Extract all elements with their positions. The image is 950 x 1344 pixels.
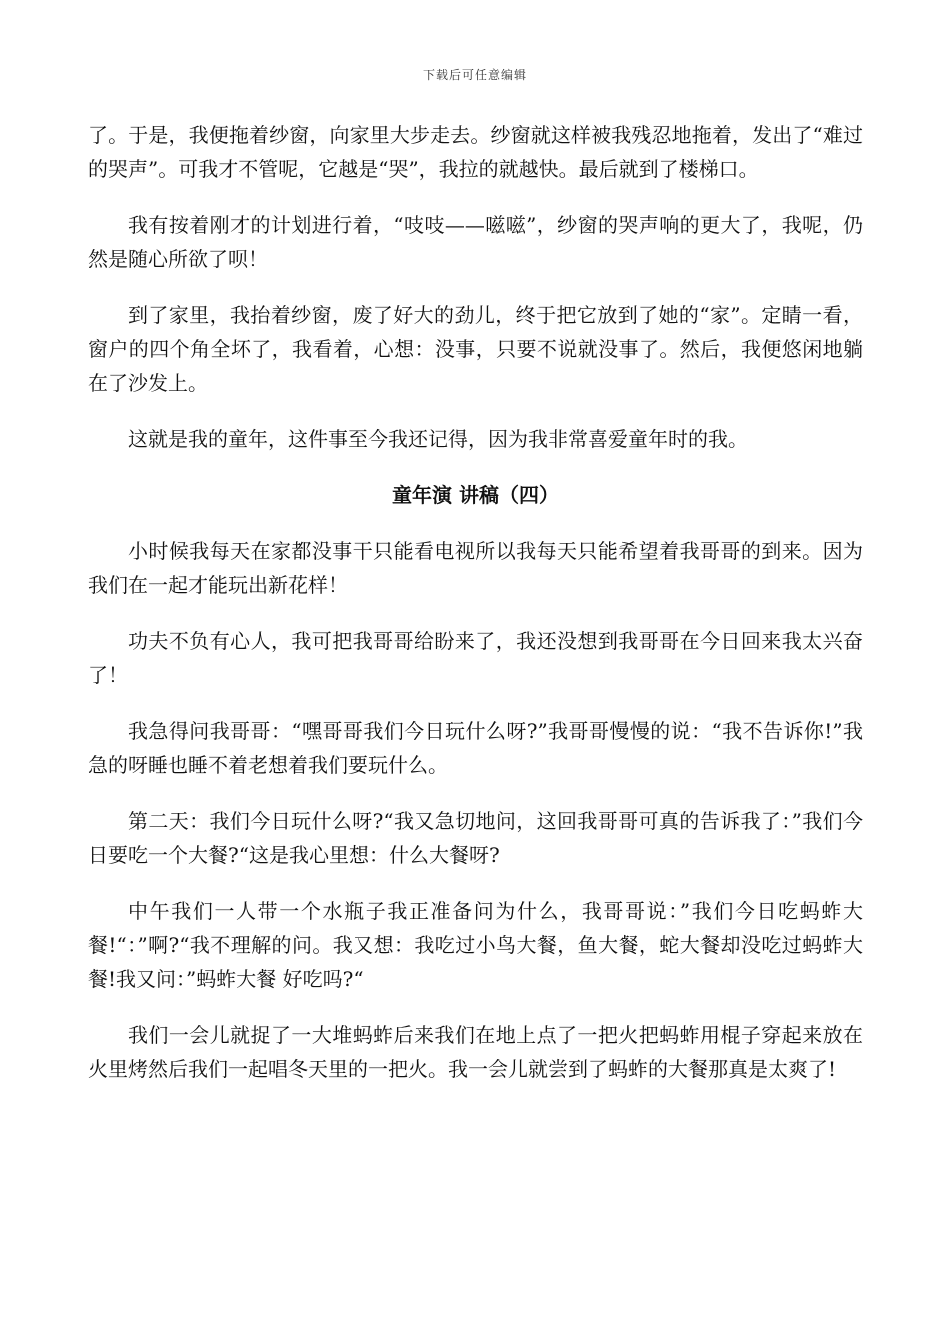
paragraph: 我急得问我哥哥：“嘿哥哥我们今日玩什么呀?”我哥哥慢慢的说：“我不告诉你!”我急的呀睡也睡不着老想着我们要玩什么。: [88, 719, 863, 777]
paragraph: 中午我们一人带一个水瓶子我正准备问为什么，我哥哥说：”我们今日吃蚂蚱大餐!“：”啊?“我不理解的问。我又想：我吃过小鸟大餐，鱼大餐，蛇大餐却没吃过蚂蚱大餐!我又问：”蚂蚱大餐 好吃吗?“: [88, 899, 863, 991]
paragraph: 功夫不负有心人，我可把我哥哥给盼来了，我还没想到我哥哥在今日回来我太兴奋了！: [88, 629, 863, 687]
page-header: 下载后可任意编辑: [422, 68, 527, 82]
paragraph: 到了家里，我抬着纱窗，废了好大的劲儿，终于把它放到了她的“家”。定睛一看，窗户的四个角全坏了，我看着，心想：没事，只要不说就没事了。然后，我便悠闲地躺在了沙发上。: [88, 303, 863, 395]
paragraph: 这就是我的童年，这件事至今我还记得，因为我非常喜爱童年时的我。: [128, 427, 748, 451]
paragraph-continuation: 了。于是，我便拖着纱窗，向家里大步走去。纱窗就这样被我残忍地拖着，发出了“难过的哭声”。可我才不管呢，它越是“哭”，我拉的就越快。最后就到了楼梯口。: [88, 123, 863, 181]
paragraph: 我有按着刚才的计划进行着，“吱吱——嗞嗞”，纱窗的哭声响的更大了，我呢，仍然是随心所欲了呗！: [88, 213, 863, 271]
paragraph: 第二天：我们今日玩什么呀?“我又急切地问，这回我哥哥可真的告诉我了：”我们今日要吃一个大餐?“这是我心里想：什么大餐呀?: [88, 809, 863, 867]
document-body: [88, 118, 863, 1108]
paragraph: 小时候我每天在家都没事干只能看电视所以我每天只能希望着我哥哥的到来。因为我们在一起才能玩出新花样！: [88, 539, 863, 597]
section-title: 童年演 讲稿（四）: [392, 483, 559, 507]
paragraph: 我们一会儿就捉了一大堆蚂蚱后来我们在地上点了一把火把蚂蚱用棍子穿起来放在火里烤然后我们一起唱冬天里的一把火。我一会儿就尝到了蚂蚱的大餐那真是太爽了!: [88, 1023, 863, 1081]
